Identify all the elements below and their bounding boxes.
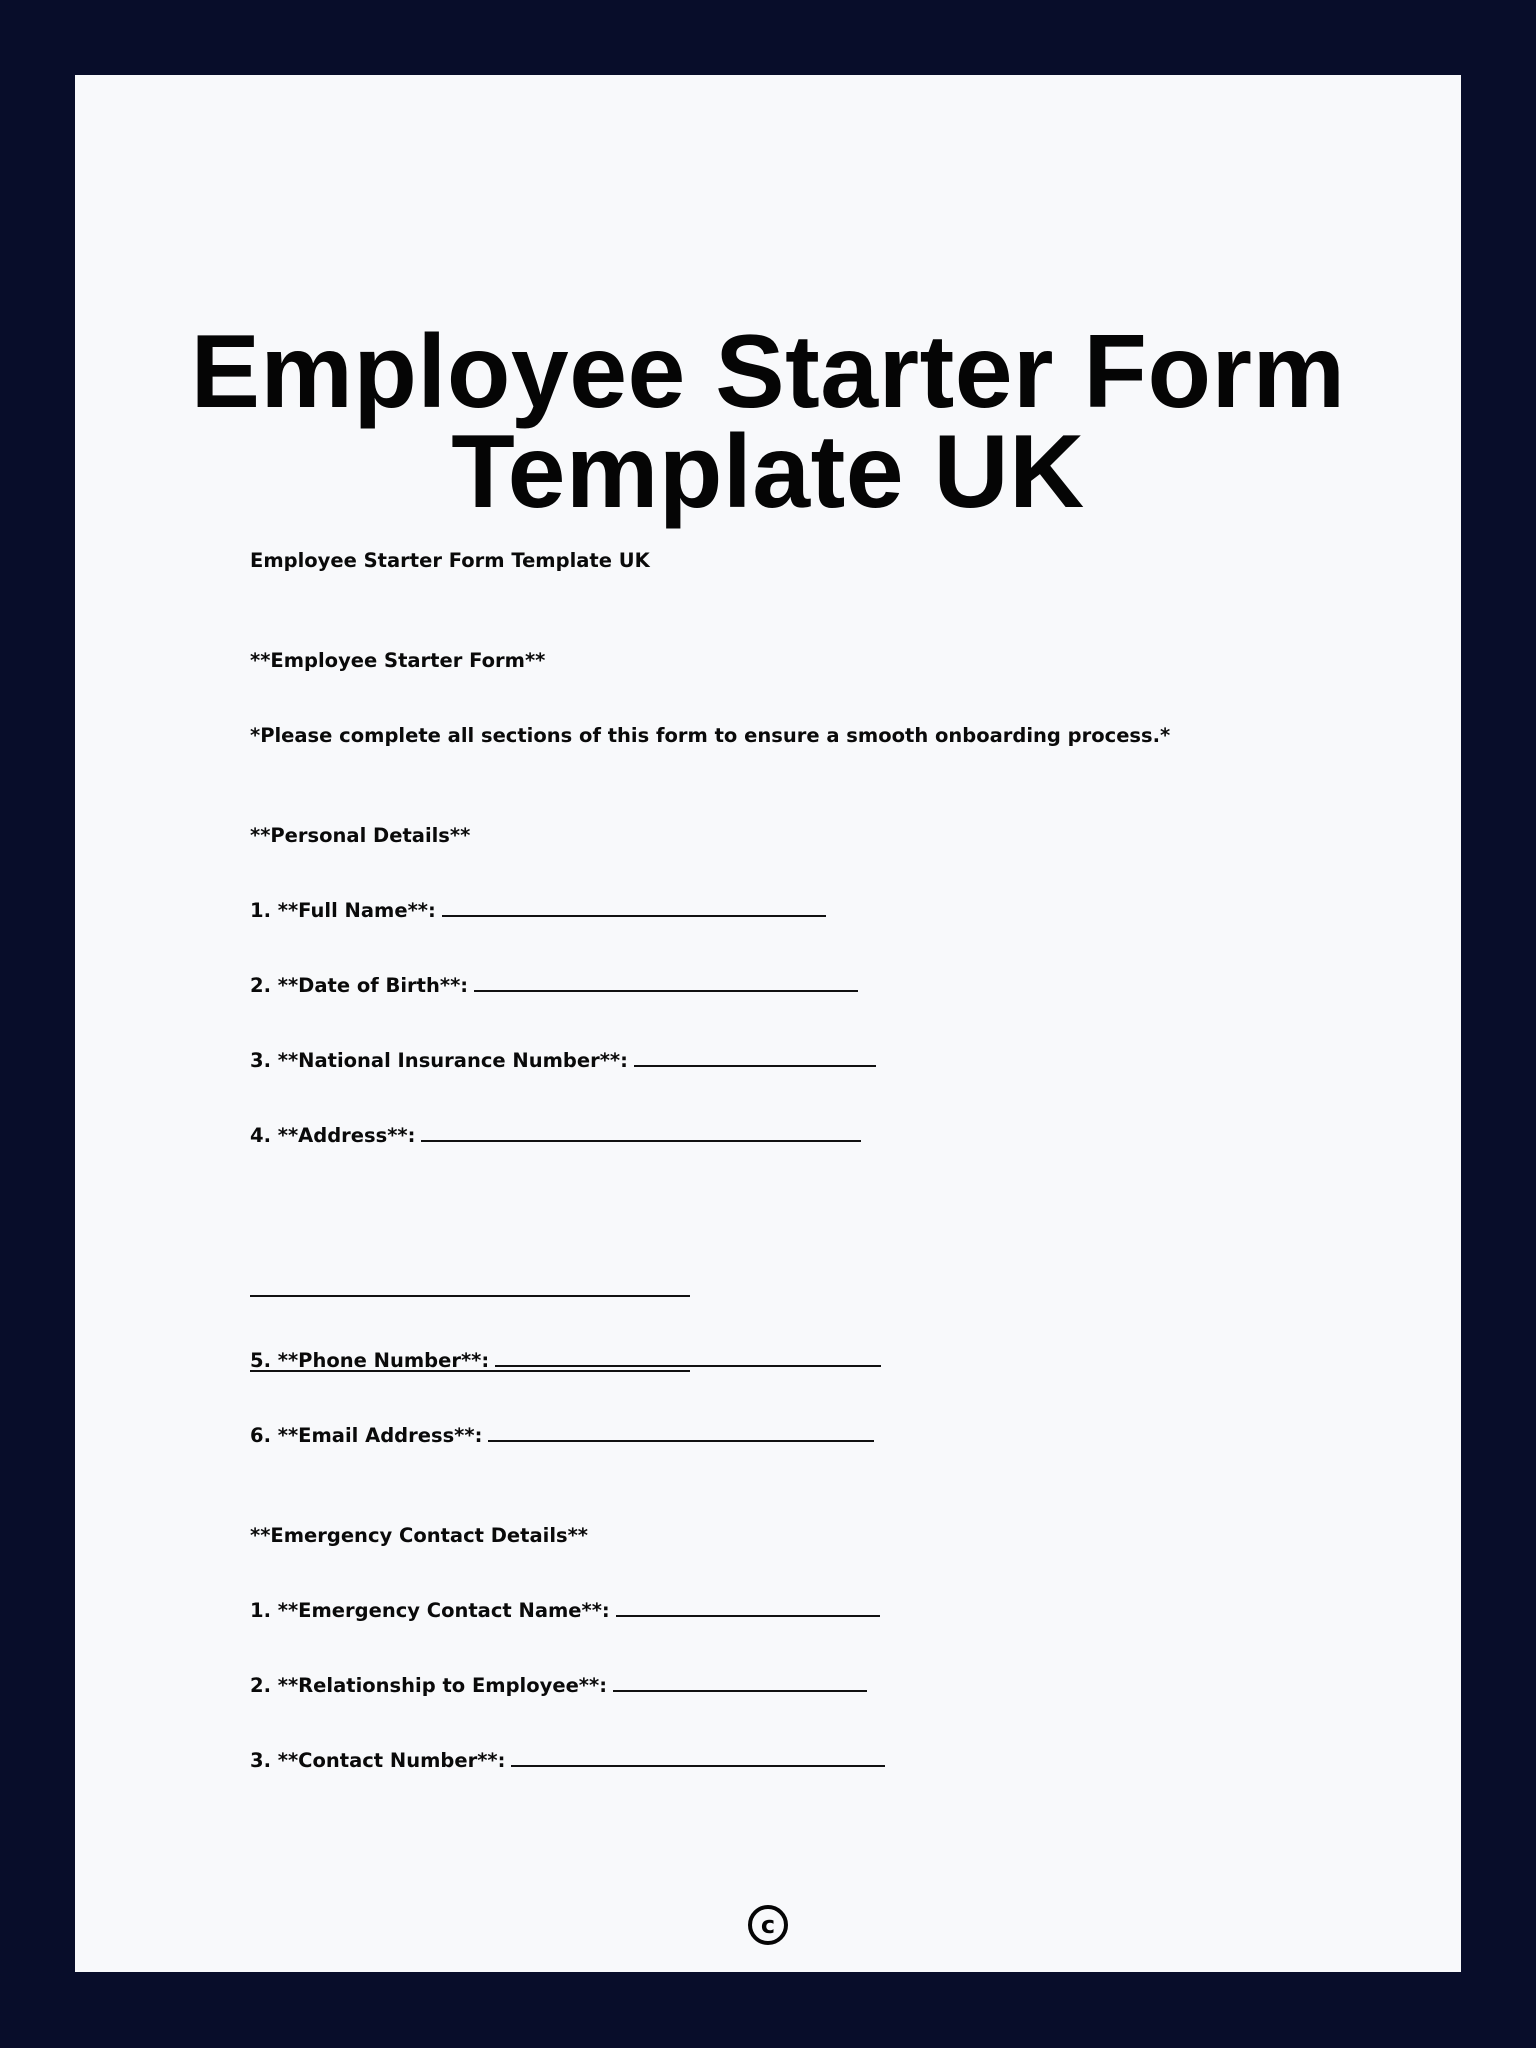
date-of-birth-blank[interactable] [474, 990, 858, 992]
address-field [250, 1124, 861, 1148]
emergency-contact-heading: **Emergency Contact Details** [250, 1524, 589, 1547]
contact-number-field [250, 1749, 885, 1773]
form-instructions: *Please complete all sections of this form to ensure a smooth onboarding process.* [250, 724, 1171, 747]
phone-number-blank[interactable] [495, 1365, 881, 1367]
emergency-contact-name-label: 1. **Emergency Contact Name**: [250, 1599, 610, 1622]
date-of-birth-field [250, 974, 858, 998]
document-title-line-2: Template UK [451, 414, 1085, 530]
phone-number-label: 5. **Phone Number**: [250, 1349, 490, 1372]
phone-number-field [250, 1349, 881, 1373]
address-blank-2[interactable] [250, 1295, 690, 1297]
personal-details-heading: **Personal Details** [250, 824, 471, 847]
address-blank-1[interactable] [421, 1140, 861, 1142]
national-insurance-field [250, 1049, 876, 1073]
date-of-birth-label: 2. **Date of Birth**: [250, 974, 469, 997]
document-page [75, 75, 1461, 1972]
address-label: 4. **Address**: [250, 1124, 416, 1147]
document-title-line-1: Employee Starter Form [190, 314, 1346, 430]
document-subtitle: Employee Starter Form Template UK [250, 549, 650, 572]
emergency-contact-name-blank[interactable] [616, 1615, 880, 1617]
contact-number-blank[interactable] [511, 1765, 885, 1767]
relationship-field [250, 1674, 867, 1698]
national-insurance-label: 3. **National Insurance Number**: [250, 1049, 628, 1072]
contact-number-label: 3. **Contact Number**: [250, 1749, 506, 1772]
form-heading: **Employee Starter Form** [250, 649, 546, 672]
email-address-field [250, 1424, 874, 1448]
full-name-blank[interactable] [442, 915, 826, 917]
email-address-blank[interactable] [488, 1440, 874, 1442]
document-title [75, 314, 1461, 530]
emergency-contact-name-field [250, 1599, 880, 1623]
full-name-label: 1. **Full Name**: [250, 899, 436, 922]
email-address-label: 6. **Email Address**: [250, 1424, 483, 1447]
relationship-blank[interactable] [613, 1690, 867, 1692]
full-name-field [250, 899, 826, 923]
relationship-label: 2. **Relationship to Employee**: [250, 1674, 607, 1697]
national-insurance-blank[interactable] [634, 1065, 876, 1067]
copyright-icon [748, 1905, 788, 1945]
copyright-symbol: c [760, 1911, 776, 1939]
